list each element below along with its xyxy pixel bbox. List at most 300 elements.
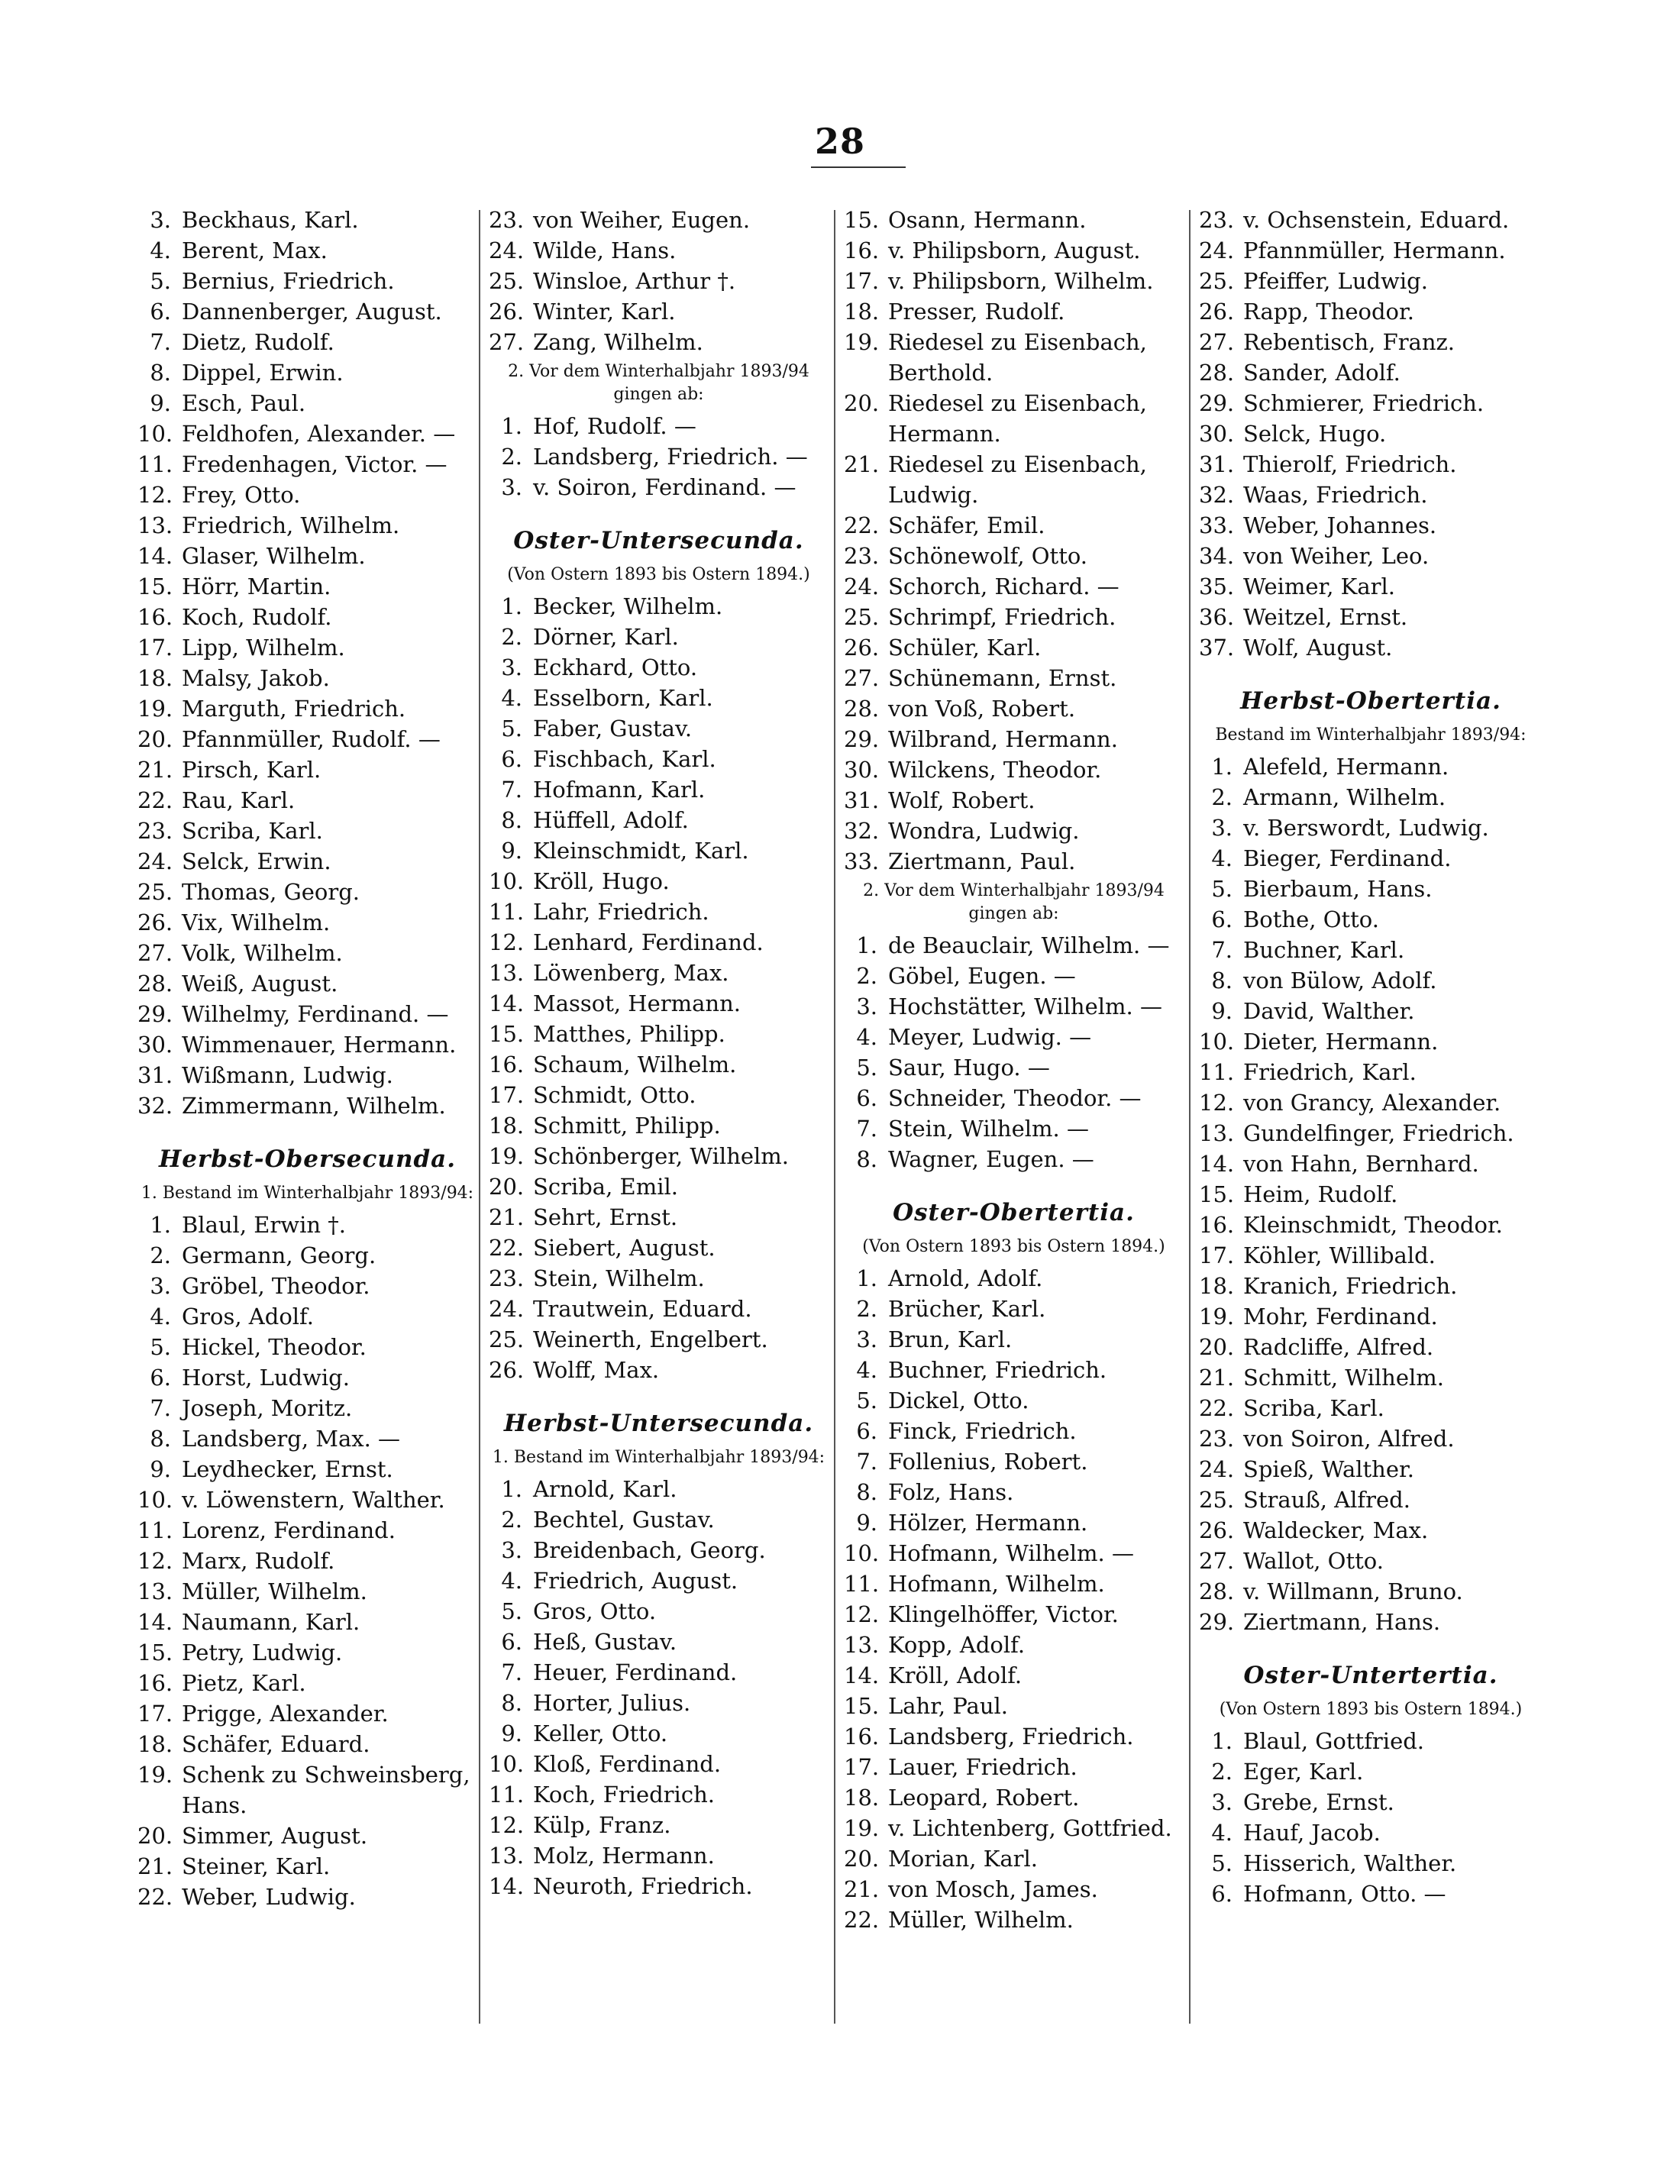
list-item	[1199, 1210, 1543, 1240]
entry-name: Schenk zu Schweinsberg,	[182, 1762, 470, 1788]
list-item	[1199, 205, 1543, 235]
entry-number: 6.	[856, 1085, 877, 1111]
entry-name: Becker, Wilhelm.	[533, 593, 723, 619]
list-item	[137, 1637, 477, 1668]
entry-number: 2.	[856, 1296, 877, 1322]
entry-name-continuation: Ludwig.	[888, 482, 979, 508]
list-item	[1199, 1362, 1543, 1393]
list-item	[1199, 1546, 1543, 1576]
list-item	[137, 1210, 477, 1240]
list-item	[844, 816, 1184, 846]
entry-name: Hofmann, Otto. —	[1243, 1881, 1446, 1907]
entry-name: Hauf, Jacob.	[1243, 1820, 1381, 1846]
entry-number: 30.	[137, 1032, 173, 1058]
entry-name: Kloß, Ferdinand.	[533, 1751, 722, 1777]
entry-name: Mohr, Ferdinand.	[1243, 1304, 1438, 1329]
entry-name: Riedesel zu Eisenbach,	[888, 451, 1147, 477]
entry-name: von Grancy, Alexander.	[1243, 1090, 1501, 1116]
list-item	[1199, 782, 1543, 813]
entry-number: 7.	[501, 777, 522, 803]
list-item	[844, 1416, 1184, 1446]
list-item	[844, 785, 1184, 816]
entry-name: Weber, Johannes.	[1243, 512, 1437, 538]
entry-name: Müller, Wilhelm.	[182, 1578, 367, 1604]
list-item	[489, 472, 829, 502]
entry-number: 9.	[856, 1510, 877, 1536]
list-item	[137, 1729, 477, 1759]
entry-name: Osann, Hermann.	[888, 207, 1087, 233]
entry-name: Schmierer, Friedrich.	[1243, 390, 1485, 416]
entry-name: Fredenhagen, Victor. —	[182, 451, 447, 477]
list-item	[1199, 1149, 1543, 1179]
entry-name: Radcliffe, Alfred.	[1243, 1334, 1434, 1360]
entry-number: 11.	[137, 451, 173, 477]
list-item	[844, 449, 1184, 480]
entry-number: 7.	[856, 1449, 877, 1475]
list-item	[1199, 1454, 1543, 1485]
entry-name: Weiß, August.	[182, 971, 338, 997]
entry-number: 8.	[501, 1690, 522, 1716]
list-item	[137, 1576, 477, 1607]
entry-number: 32.	[1199, 482, 1235, 508]
entry-number: 3.	[150, 207, 171, 233]
entry-name: Schüler, Karl.	[888, 635, 1042, 661]
list-item	[489, 1779, 829, 1810]
entry-number: 21.	[137, 757, 173, 783]
entry-number: 21.	[489, 1204, 525, 1230]
entry-number: 20.	[844, 390, 880, 416]
list-item	[844, 1569, 1184, 1599]
entry-name: Schönewolf, Otto.	[888, 543, 1088, 569]
entry-number: 2.	[1211, 1759, 1233, 1785]
entry-number: 3.	[501, 1537, 522, 1563]
entry-number: 4.	[150, 1304, 171, 1329]
entry-number: 14.	[137, 1609, 173, 1635]
list-item	[844, 693, 1184, 724]
list-item	[489, 1596, 829, 1627]
entry-name: Selck, Hugo.	[1243, 421, 1387, 447]
entry-name: Zang, Wilhelm.	[533, 329, 703, 355]
list-item	[1199, 1576, 1543, 1607]
list-item	[137, 1029, 477, 1060]
list-item	[1199, 1485, 1543, 1515]
entry-name: Arnold, Adolf.	[888, 1265, 1043, 1291]
entry-name: Petry, Ludwig.	[182, 1640, 343, 1665]
entry-number: 15.	[1199, 1181, 1235, 1207]
list-item	[844, 1630, 1184, 1660]
entry-number: 21.	[844, 451, 880, 477]
entry-name: von Soiron, Alfred.	[1243, 1426, 1455, 1452]
list-item	[489, 927, 829, 958]
entry-number: 17.	[489, 1082, 525, 1108]
entry-name: Horter, Julius.	[533, 1690, 691, 1716]
list-item	[489, 1688, 829, 1718]
list-item	[844, 1083, 1184, 1113]
list-item	[844, 1752, 1184, 1782]
entry-number: 4.	[501, 685, 522, 711]
entry-number: 1.	[501, 593, 522, 619]
list-item	[844, 266, 1184, 296]
entry-number: 10.	[137, 421, 173, 447]
list-item	[489, 805, 829, 835]
entry-name: Keller, Otto.	[533, 1720, 668, 1746]
list-item	[489, 1263, 829, 1294]
entry-name: Landsberg, Max. —	[182, 1426, 401, 1452]
entry-name: Frey, Otto.	[182, 482, 301, 508]
list-item	[489, 1657, 829, 1688]
list-item	[137, 1515, 477, 1546]
entry-name: von Voß, Robert.	[888, 696, 1076, 722]
entry-name: Hüffell, Adolf.	[533, 807, 689, 833]
page-number: 28	[814, 121, 865, 162]
entry-name: Marguth, Friedrich.	[182, 696, 406, 722]
entry-number: 22.	[137, 1884, 173, 1910]
list-item	[1199, 449, 1543, 480]
list-item	[1199, 996, 1543, 1026]
section-note: (Von Ostern 1893 bis Ostern 1894.)	[1219, 1700, 1523, 1719]
entry-name: Dietz, Rudolf.	[182, 329, 334, 355]
entry-number: 27.	[489, 329, 525, 355]
list-item	[1199, 1756, 1543, 1787]
list-item	[137, 663, 477, 693]
entry-number: 17.	[844, 1754, 880, 1780]
list-item	[489, 1504, 829, 1535]
page-number-rule	[811, 166, 906, 168]
entry-name: Esch, Paul.	[182, 390, 306, 416]
list-item	[1199, 1393, 1543, 1423]
list-item	[137, 1607, 477, 1637]
entry-name: Gros, Otto.	[533, 1598, 657, 1624]
entry-number: 16.	[844, 237, 880, 263]
entry-name: Löwenberg, Max.	[533, 960, 729, 986]
list-item	[489, 441, 829, 472]
entry-number: 13.	[844, 1632, 880, 1658]
list-item	[489, 296, 829, 327]
section-title: Herbst-Obersecunda.	[158, 1145, 457, 1173]
entry-name: Hof, Rudolf. —	[533, 413, 696, 439]
entry-number: 9.	[1211, 998, 1233, 1024]
entry-name: Follenius, Robert.	[888, 1449, 1088, 1475]
list-item	[489, 652, 829, 683]
list-item	[844, 1905, 1184, 1935]
entry-name: Dieter, Hermann.	[1243, 1029, 1439, 1055]
entry-name: Fischbach, Karl.	[533, 746, 716, 772]
entry-number: 2.	[856, 963, 877, 989]
entry-name: Lenhard, Ferdinand.	[533, 929, 764, 955]
list-item	[489, 1141, 829, 1171]
list-item	[489, 1535, 829, 1565]
entry-number: 23.	[844, 543, 880, 569]
entry-name: Neuroth, Friedrich.	[533, 1873, 753, 1899]
section-note: 1. Bestand im Winterhalbjahr 1893/94:	[492, 1448, 825, 1467]
list-item	[844, 602, 1184, 632]
list-item	[137, 357, 477, 388]
list-item	[137, 1301, 477, 1332]
entry-name: Sehrt, Ernst.	[533, 1204, 678, 1230]
entry-name: von Hahn, Bernhard.	[1243, 1151, 1479, 1177]
entry-name-continuation: Hans.	[182, 1792, 247, 1818]
entry-name: Hofmann, Karl.	[533, 777, 706, 803]
list-item	[844, 1113, 1184, 1144]
entry-number: 4.	[1211, 1820, 1233, 1846]
list-item	[844, 846, 1184, 877]
entry-number: 8.	[856, 1479, 877, 1505]
entry-number: 13.	[1199, 1120, 1235, 1146]
section-note: Bestand im Winterhalbjahr 1893/94:	[1215, 725, 1527, 745]
entry-name: Ziertmann, Hans.	[1243, 1609, 1441, 1635]
entry-name-continuation: Hermann.	[888, 421, 1001, 447]
entry-number: 23.	[1199, 207, 1235, 233]
entry-number: 28.	[1199, 1578, 1235, 1604]
entry-name: Stein, Wilhelm. —	[888, 1116, 1089, 1142]
entry-name: Sander, Adolf.	[1243, 360, 1401, 386]
entry-name: v. Philipsborn, August.	[888, 237, 1141, 263]
entry-number: 23.	[1199, 1426, 1235, 1452]
entry-name: Friedrich, August.	[533, 1568, 738, 1594]
column-2	[489, 205, 829, 1901]
entry-number: 20.	[844, 1846, 880, 1872]
list-item	[1199, 602, 1543, 632]
entry-number: 35.	[1199, 573, 1235, 599]
list-item	[1199, 571, 1543, 602]
list-item	[489, 835, 829, 866]
list-item	[844, 1052, 1184, 1083]
entry-name: Dippel, Erwin.	[182, 360, 344, 386]
entry-number: 14.	[489, 1873, 525, 1899]
entry-name: Pfannmüller, Hermann.	[1243, 237, 1506, 263]
entry-name: v. Lichtenberg, Gottfried.	[888, 1815, 1172, 1841]
list-item	[137, 693, 477, 724]
entry-name: Wilhelmy, Ferdinand. —	[182, 1001, 449, 1027]
entry-number: 8.	[150, 1426, 171, 1452]
entry-name: Heuer, Ferdinand.	[533, 1659, 738, 1685]
entry-number: 12.	[489, 929, 525, 955]
entry-number: 4.	[150, 237, 171, 263]
list-item	[137, 1362, 477, 1393]
list-item	[1199, 1817, 1543, 1848]
entry-number: 3.	[150, 1273, 171, 1299]
list-item	[137, 1546, 477, 1576]
entry-number: 2.	[501, 444, 522, 470]
entry-number: 1.	[1211, 754, 1233, 780]
entry-name: Massot, Hermann.	[533, 990, 741, 1016]
entry-number: 29.	[1199, 1609, 1235, 1635]
entry-number: 1.	[1211, 1728, 1233, 1754]
entry-number: 4.	[856, 1357, 877, 1383]
entry-name: Leydhecker, Ernst.	[182, 1456, 393, 1482]
entry-name: Blaul, Erwin †.	[182, 1212, 347, 1238]
entry-name: Naumann, Karl.	[182, 1609, 360, 1635]
entry-number: 7.	[150, 1395, 171, 1421]
entry-number: 25.	[137, 879, 173, 905]
entry-number: 5.	[1211, 1850, 1233, 1876]
entry-number: 8.	[1211, 968, 1233, 993]
entry-number: 18.	[489, 1113, 525, 1139]
list-item	[137, 1393, 477, 1423]
entry-number: 2.	[501, 624, 522, 650]
list-item	[137, 1423, 477, 1454]
entry-number: 9.	[150, 390, 171, 416]
entry-number: 11.	[137, 1517, 173, 1543]
list-item	[137, 1485, 477, 1515]
entry-name: Schünemann, Ernst.	[888, 665, 1117, 691]
entry-name: Arnold, Karl.	[533, 1476, 677, 1502]
entry-number: 15.	[489, 1021, 525, 1047]
list-item	[1199, 541, 1543, 571]
entry-name: Horst, Ludwig.	[182, 1365, 350, 1391]
list-item	[844, 571, 1184, 602]
entry-number: 4.	[501, 1568, 522, 1594]
list-item	[137, 785, 477, 816]
entry-number: 18.	[137, 665, 173, 691]
list-item	[844, 754, 1184, 785]
list-item	[489, 1019, 829, 1049]
list-item	[489, 988, 829, 1019]
entry-name: Hofmann, Wilhelm. —	[888, 1540, 1134, 1566]
entry-name: Pfannmüller, Rudolf. —	[182, 726, 441, 752]
entry-name: Schaum, Wilhelm.	[533, 1052, 737, 1077]
entry-name: Leopard, Robert.	[888, 1785, 1080, 1811]
entry-name: de Beauclair, Wilhelm. —	[888, 932, 1170, 958]
entry-name: Blaul, Gottfried.	[1243, 1728, 1425, 1754]
entry-name: Bernius, Friedrich.	[182, 268, 395, 294]
list-item	[844, 327, 1184, 357]
column-4	[1199, 205, 1543, 1909]
entry-number: 1.	[856, 1265, 877, 1291]
list-item	[1199, 1879, 1543, 1909]
list-item	[1199, 1271, 1543, 1301]
entry-name: Germann, Georg.	[182, 1242, 376, 1268]
entry-name: Göbel, Eugen. —	[888, 963, 1076, 989]
entry-number: 25.	[489, 1326, 525, 1352]
entry-name: Buchner, Karl.	[1243, 937, 1405, 963]
entry-number: 13.	[489, 960, 525, 986]
list-item	[1199, 1787, 1543, 1817]
entry-number: 18.	[1199, 1273, 1235, 1299]
list-item	[137, 480, 477, 510]
entry-number: 14.	[489, 990, 525, 1016]
entry-number: 7.	[501, 1659, 522, 1685]
entry-number: 24.	[1199, 1456, 1235, 1482]
entry-number: 19.	[137, 1762, 173, 1788]
entry-number: 19.	[844, 1815, 880, 1841]
section-title: Herbst-Untersecunda.	[503, 1410, 814, 1437]
entry-number: 24.	[844, 573, 880, 599]
entry-name: Faber, Gustav.	[533, 716, 693, 741]
entry-number: 18.	[844, 299, 880, 325]
list-item	[489, 591, 829, 622]
entry-number: 7.	[1211, 937, 1233, 963]
list-item	[137, 541, 477, 571]
entry-name: Gros, Adolf.	[182, 1304, 314, 1329]
entry-name: Klingelhöffer, Victor.	[888, 1601, 1119, 1627]
entry-number: 6.	[501, 1629, 522, 1655]
entry-number: 15.	[137, 573, 173, 599]
list-item	[1199, 1726, 1543, 1756]
entry-name: Rau, Karl.	[182, 787, 296, 813]
list-item	[844, 1446, 1184, 1477]
entry-name: Breidenbach, Georg.	[533, 1537, 766, 1563]
list-item	[844, 388, 1184, 418]
list-item	[137, 846, 477, 877]
list-item	[1199, 843, 1543, 874]
entry-number: 27.	[1199, 1548, 1235, 1574]
entry-name: v. Ochsenstein, Eduard.	[1243, 207, 1510, 233]
entry-name: Hickel, Theodor.	[182, 1334, 367, 1360]
entry-name: Bieger, Ferdinand.	[1243, 845, 1452, 871]
list-item	[489, 1810, 829, 1840]
list-item	[1199, 1087, 1543, 1118]
entry-name: Wolff, Max.	[533, 1357, 660, 1383]
list-item	[137, 632, 477, 663]
entry-name-continuation: Berthold.	[888, 360, 993, 386]
list-item	[844, 1660, 1184, 1691]
entry-number: 27.	[1199, 329, 1235, 355]
entry-number: 22.	[844, 512, 880, 538]
entry-number: 33.	[844, 848, 880, 874]
entry-number: 24.	[489, 237, 525, 263]
entry-number: 12.	[489, 1812, 525, 1838]
list-item	[489, 866, 829, 897]
list-item	[844, 632, 1184, 663]
entry-number: 29.	[844, 726, 880, 752]
entry-number: 21.	[137, 1853, 173, 1879]
entry-number: 16.	[137, 604, 173, 630]
entry-number: 3.	[856, 993, 877, 1019]
list-item	[844, 1843, 1184, 1874]
entry-number: 26.	[1199, 299, 1235, 325]
entry-number: 17.	[137, 635, 173, 661]
list-item	[489, 958, 829, 988]
entry-number: 10.	[489, 868, 525, 894]
list-item	[844, 1263, 1184, 1294]
list-item	[1199, 751, 1543, 782]
list-item	[489, 1565, 829, 1596]
entry-number: 27.	[137, 940, 173, 966]
list-item	[1199, 1026, 1543, 1057]
entry-number: 5.	[1211, 876, 1233, 902]
entry-number: 11.	[844, 1571, 880, 1597]
entry-number: 22.	[1199, 1395, 1235, 1421]
list-item	[137, 1759, 477, 1790]
entry-number: 20.	[1199, 1334, 1235, 1360]
entry-name: Scriba, Emil.	[533, 1174, 678, 1200]
entry-name: Kleinschmidt, Karl.	[533, 838, 749, 864]
list-item	[1199, 632, 1543, 663]
entry-name: Winter, Karl.	[533, 299, 676, 325]
entry-name: Wilbrand, Hermann.	[888, 726, 1118, 752]
list-item	[1199, 1301, 1543, 1332]
column-divider	[479, 210, 480, 2024]
entry-name: Wilckens, Theodor.	[888, 757, 1102, 783]
section-note: 2. Vor dem Winterhalbjahr 1893/94 gingen ab:	[508, 362, 809, 404]
section-title: Oster-Untersecunda.	[513, 527, 804, 554]
section-title: Oster-Obertertia.	[893, 1199, 1135, 1226]
entry-name: David, Walther.	[1243, 998, 1415, 1024]
column-1	[137, 205, 477, 1912]
entry-name: Schönberger, Wilhelm.	[533, 1143, 790, 1169]
entry-number: 24.	[489, 1296, 525, 1322]
entry-name: Glaser, Wilhelm.	[182, 543, 366, 569]
list-item	[844, 1324, 1184, 1355]
entry-name: Trautwein, Eduard.	[533, 1296, 752, 1322]
entry-number: 8.	[501, 807, 522, 833]
entry-name: Alefeld, Hermann.	[1243, 754, 1449, 780]
entry-number: 30.	[844, 757, 880, 783]
entry-number: 5.	[150, 1334, 171, 1360]
entry-name: von Weiher, Eugen.	[533, 207, 751, 233]
list-item	[137, 449, 477, 480]
